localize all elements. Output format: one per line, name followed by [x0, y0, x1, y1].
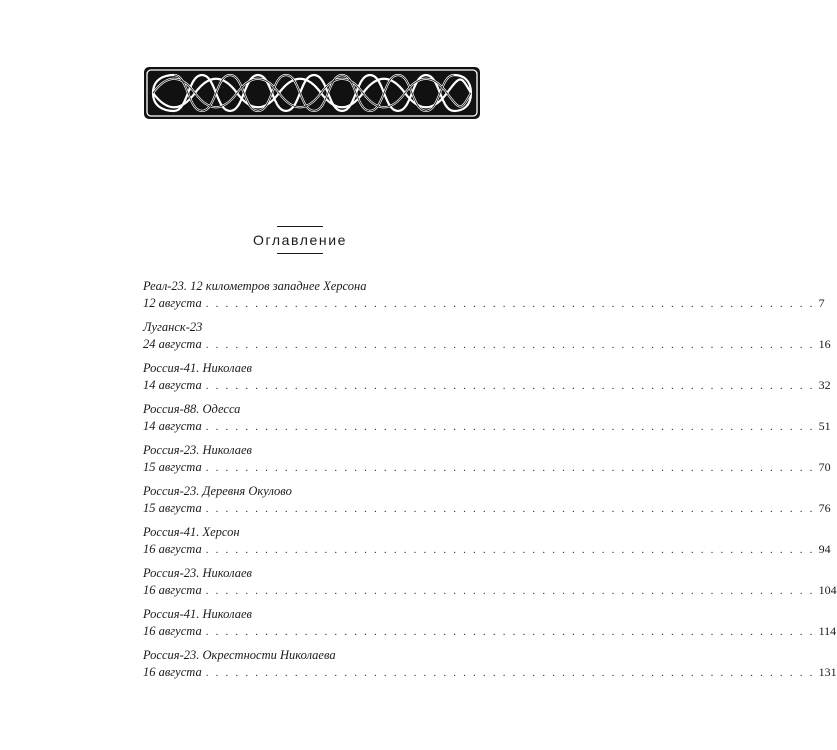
- title-rule-bottom: [277, 253, 323, 254]
- toc-entry[interactable]: [143, 606, 837, 647]
- dot-leader: . . . . . . . . . . . . . . . . . . . . . . . . . . . . . . . . . . . . . . . . . . . . . . . . . . . . . . . . . . . . . .: [205, 544, 815, 556]
- toc-entry-line: [143, 664, 837, 681]
- toc-entry-title: Россия-23. Деревня Окулово: [143, 484, 292, 498]
- toc-entry[interactable]: [143, 647, 837, 688]
- toc-entry-page-number: 51: [818, 419, 831, 433]
- toc-entry-line: [143, 500, 831, 517]
- toc-entry-date: 16 августа: [143, 583, 202, 597]
- toc-entry-page-number: 104: [818, 583, 837, 597]
- toc-list: [143, 278, 837, 688]
- toc-entry-title: Россия-23. Окрестности Николаева: [143, 648, 336, 662]
- dot-leader: . . . . . . . . . . . . . . . . . . . . . . . . . . . . . . . . . . . . . . . . . . . . . . . . . . . . . . . . . . . . . .: [205, 462, 815, 474]
- toc-entry-date: 14 августа: [143, 378, 202, 392]
- toc-entry-line: [143, 336, 831, 353]
- celtic-knot-border-icon: [143, 66, 481, 120]
- toc-entry[interactable]: [143, 319, 831, 360]
- dot-leader: . . . . . . . . . . . . . . . . . . . . . . . . . . . . . . . . . . . . . . . . . . . . . . . . . . . . . . . . . . . . . .: [205, 503, 815, 515]
- toc-entry-title: Луганск-23: [143, 320, 203, 334]
- toc-entry-line: [143, 623, 837, 640]
- title-rule-top: [277, 226, 323, 227]
- toc-entry-title: Россия-41. Херсон: [143, 525, 240, 539]
- dot-leader: . . . . . . . . . . . . . . . . . . . . . . . . . . . . . . . . . . . . . . . . . . . . . . . . . . . . . . . . . . . . . .: [205, 585, 815, 597]
- toc-entry[interactable]: [143, 278, 825, 319]
- toc-entry[interactable]: [143, 524, 831, 565]
- toc-entry-line: [143, 295, 825, 312]
- toc-entry-line: [143, 582, 837, 599]
- toc-entry-date: 24 августа: [143, 337, 202, 351]
- toc-entry-title: Россия-41. Николаев: [143, 607, 252, 621]
- toc-entry-date: 16 августа: [143, 665, 202, 679]
- toc-entry-page-number: 70: [818, 460, 831, 474]
- toc-entry-date: 15 августа: [143, 460, 202, 474]
- dot-leader: . . . . . . . . . . . . . . . . . . . . . . . . . . . . . . . . . . . . . . . . . . . . . . . . . . . . . . . . . . . . . .: [205, 339, 815, 351]
- dot-leader: . . . . . . . . . . . . . . . . . . . . . . . . . . . . . . . . . . . . . . . . . . . . . . . . . . . . . . . . . . . . . .: [205, 380, 815, 392]
- toc-entry-title: Россия-88. Одесса: [143, 402, 241, 416]
- toc-header: [0, 226, 600, 254]
- page-title: Оглавление: [252, 232, 348, 248]
- toc-entry-title: Россия-23. Николаев: [143, 443, 252, 457]
- toc-entry-line: [143, 541, 831, 558]
- toc-entry[interactable]: [143, 442, 831, 483]
- toc-entry-line: [143, 459, 831, 476]
- toc-entry-page-number: 32: [818, 378, 831, 392]
- toc-entry-date: 14 августа: [143, 419, 202, 433]
- toc-entry-page-number: 114: [818, 624, 837, 638]
- toc-entry-page-number: 7: [818, 296, 825, 310]
- toc-entry-line: [143, 418, 831, 435]
- toc-entry-page-number: 16: [818, 337, 831, 351]
- toc-entry-title: Реал-23. 12 километров западнее Херсона: [143, 279, 367, 293]
- toc-entry-title: Россия-41. Николаев: [143, 361, 252, 375]
- toc-entry-page-number: 131: [818, 665, 837, 679]
- toc-entry-line: [143, 377, 831, 394]
- toc-entry-date: 15 августа: [143, 501, 202, 515]
- toc-entry-page-number: 76: [818, 501, 831, 515]
- dot-leader: . . . . . . . . . . . . . . . . . . . . . . . . . . . . . . . . . . . . . . . . . . . . . . . . . . . . . . . . . . . . . .: [205, 298, 815, 310]
- toc-entry-date: 16 августа: [143, 624, 202, 638]
- toc-entry-date: 12 августа: [143, 296, 202, 310]
- dot-leader: . . . . . . . . . . . . . . . . . . . . . . . . . . . . . . . . . . . . . . . . . . . . . . . . . . . . . . . . . . . . . .: [205, 667, 815, 679]
- dot-leader: . . . . . . . . . . . . . . . . . . . . . . . . . . . . . . . . . . . . . . . . . . . . . . . . . . . . . . . . . . . . . .: [205, 421, 815, 433]
- dot-leader: . . . . . . . . . . . . . . . . . . . . . . . . . . . . . . . . . . . . . . . . . . . . . . . . . . . . . . . . . . . . . .: [205, 626, 815, 638]
- toc-entry[interactable]: [143, 565, 837, 606]
- toc-entry-date: 16 августа: [143, 542, 202, 556]
- toc-entry[interactable]: [143, 483, 831, 524]
- toc-entry[interactable]: [143, 401, 831, 442]
- toc-entry[interactable]: [143, 360, 831, 401]
- toc-entry-title: Россия-23. Николаев: [143, 566, 252, 580]
- toc-entry-page-number: 94: [818, 542, 831, 556]
